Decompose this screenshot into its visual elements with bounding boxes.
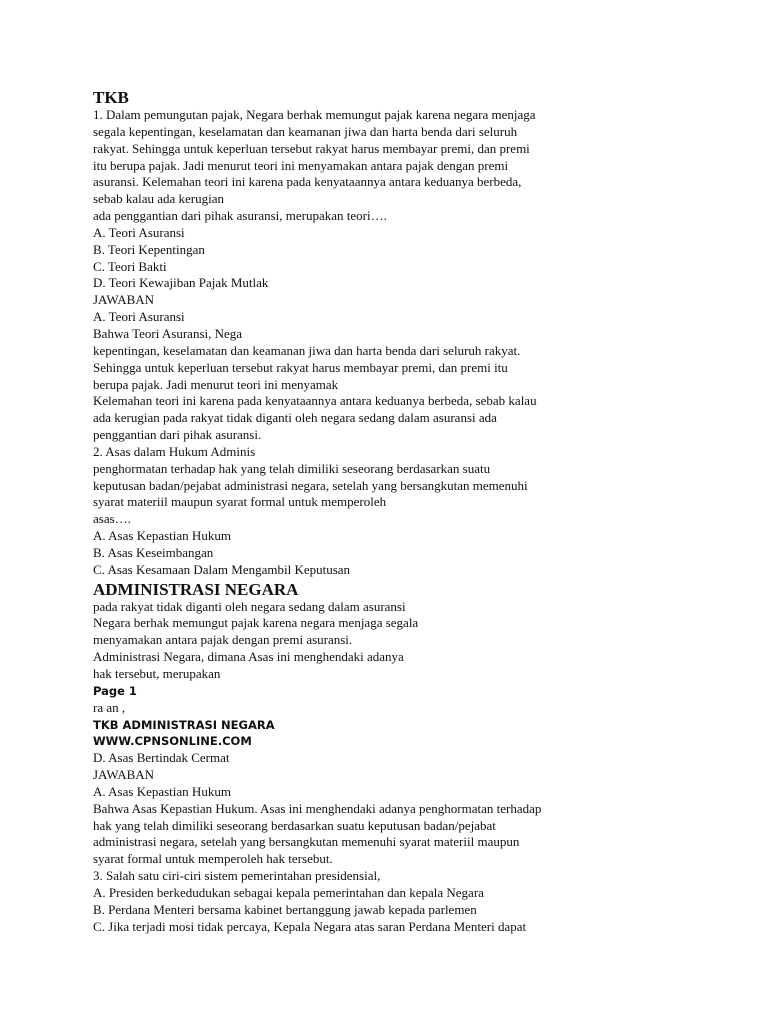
text-line: administrasi negara, setelah yang bersangkutan memenuhi syarat materiil maupun <box>93 834 520 850</box>
text-line: B. Asas Keseimbangan <box>93 544 214 560</box>
text-line: ada kerugian pada rakyat tidak diganti oleh negara sedang dalam asuransi ada <box>93 410 497 426</box>
text-line: sebab kalau ada kerugian <box>93 191 225 207</box>
text-line: keputusan badan/pejabat administrasi negara, setelah yang bersangkutan memenuhi <box>93 477 528 493</box>
text-block-2 <box>93 599 653 683</box>
text-line: syarat formal untuk memperoleh hak tersebut. <box>93 851 333 867</box>
text-line: C. Jika terjadi mosi tidak percaya, Kepala Negara atas saran Perdana Menteri dapat <box>93 918 527 934</box>
text-line: D. Asas Bertindak Cermat <box>93 750 230 766</box>
heading-administrasi-negara: ADMINISTRASI NEGARA <box>93 579 299 599</box>
text-line: 1. Dalam pemungutan pajak, Negara berhak memungut pajak karena negara menjaga <box>93 107 536 122</box>
text-line: Sehingga untuk keperluan tersebut rakyat harus membayar premi, dan premi itu <box>93 359 508 375</box>
text-line: Kelemahan teori ini karena pada kenyataannya antara keduanya berbeda, sebab kalau <box>93 393 537 409</box>
text-line: rakyat. Sehingga untuk keperluan tersebut rakyat harus membayar premi, dan premi <box>93 140 530 156</box>
text-line: berupa pajak. Jadi menurut teori ini menyamak <box>93 376 339 392</box>
text-line: segala kepentingan, keselamatan dan keamanan jiwa dan harta benda dari seluruh <box>93 123 518 139</box>
text-line: JAWABAN <box>93 292 155 308</box>
text-line: asuransi. Kelemahan teori ini karena pada kenyataannya antara keduanya berbeda, <box>93 174 522 190</box>
text-line: syarat materiil maupun syarat formal untuk memperoleh <box>93 494 387 510</box>
text-line: pada rakyat tidak diganti oleh negara sedang dalam asuransi <box>93 598 406 614</box>
text-block-1 <box>93 107 653 579</box>
text-line: A. Presiden berkedudukan sebagai kepala pemerintahan dan kepala Negara <box>93 884 484 900</box>
text-line: penghormatan terhadap hak yang telah dimiliki seseorang berdasarkan suatu <box>93 460 491 476</box>
text-line: kepentingan, keselamatan dan keamanan jiwa dan harta benda dari seluruh rakyat. <box>93 342 521 358</box>
text-line: A. Asas Kepastian Hukum <box>93 528 231 544</box>
text-line: 2. Asas dalam Hukum Adminis <box>93 443 256 459</box>
text-line: A. Asas Kepastian Hukum <box>93 783 231 799</box>
text-line: C. Teori Bakti <box>93 258 167 274</box>
text-line: penggantian dari pihak asuransi. <box>93 427 262 443</box>
text-line: Bahwa Asas Kepastian Hukum. Asas ini menghendaki adanya penghormatan terhadap <box>93 800 542 816</box>
document-body <box>93 88 653 936</box>
text-line: Bahwa Teori Asuransi, Nega <box>93 325 243 341</box>
text-line: hak yang telah dimiliki seseorang berdasarkan suatu keputusan badan/pejabat <box>93 817 496 833</box>
text-line: JAWABAN <box>93 767 155 783</box>
text-line: itu berupa pajak. Jadi menurut teori ini menyamakan antara pajak dengan premi <box>93 157 509 173</box>
text-line: Administrasi Negara, dimana Asas ini menghendaki adanya <box>93 649 404 665</box>
text-line: D. Teori Kewajiban Pajak Mutlak <box>93 275 269 291</box>
footer-title: TKB ADMINISTRASI NEGARA <box>93 717 275 732</box>
text-line: 3. Salah satu ciri-ciri sistem pemerintahan presidensial, <box>93 868 381 884</box>
text-line: C. Asas Kesamaan Dalam Mengambil Keputusan <box>93 561 351 577</box>
text-line: Negara berhak memungut pajak karena negara menjaga segala <box>93 615 419 631</box>
text-line: B. Teori Kepentingan <box>93 241 205 257</box>
text-line: B. Perdana Menteri bersama kabinet bertanggung jawab kepada parlemen <box>93 901 477 917</box>
text-line: asas…. <box>93 511 131 527</box>
heading-tkb: TKB <box>93 88 129 107</box>
text-line: A. Teori Asuransi <box>93 309 185 325</box>
text-line: ada penggantian dari pihak asuransi, merupakan teori…. <box>93 208 387 224</box>
text-line: A. Teori Asuransi <box>93 224 185 240</box>
page-label: Page 1 <box>93 683 137 698</box>
text-block-3 <box>93 750 653 935</box>
text-line: menyamakan antara pajak dengan premi asuransi. <box>93 632 353 648</box>
text-fragment: ra an , <box>93 699 126 715</box>
text-line: hak tersebut, merupakan <box>93 666 221 681</box>
footer-url: WWW.CPNSONLINE.COM <box>93 734 252 749</box>
